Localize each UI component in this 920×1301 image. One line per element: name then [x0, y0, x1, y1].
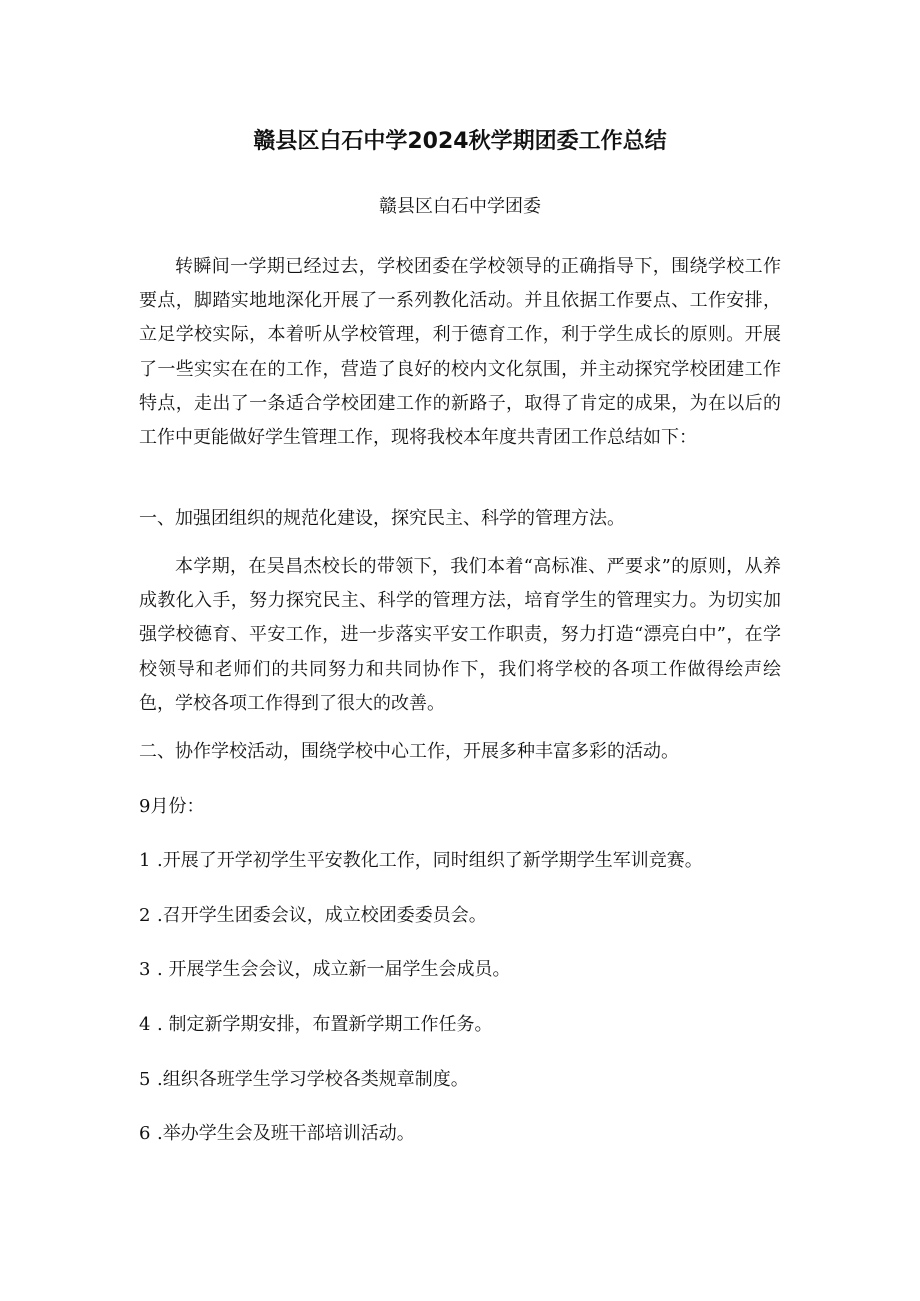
list-item [139, 956, 789, 984]
list-item-number: 1 [139, 850, 151, 871]
section-2-heading: 二、协作学校活动，围绕学校中心工作，开展多种丰富多彩的活动。 [139, 741, 679, 762]
document-title: 赣县区白石中学2024秋学期团委工作总结 [253, 129, 667, 154]
month-label: 9月份： [139, 796, 205, 817]
list-item [139, 1120, 789, 1148]
list-item-number: 2 [139, 905, 151, 926]
intro-paragraph: 转瞬间一学期已经过去，学校团委在学校领导的正确指导下，围绕学校工作要点，脚踏实地地深化开展了一系列教化活动。并且依据工作要点、工作安排，立足学校实际，本着听从学校管理，利于德育工作，利于学生成长的原则。开展了一些实实在在的工作，营造了良好的校内文化氛围，并主动探究学校团建工作特点，走出了一条适合学校团建工作的新路子，取得了肯定的成果，为在以后的工作中更能做好学生管理工作，现将我校本年度共青团工作总结如下： [139, 256, 781, 449]
list-item-number: 6 [139, 1123, 151, 1144]
list-item-number: 4 [139, 1014, 151, 1035]
list-item-text: .开展了开学初学生平安教化工作，同时组织了新学期学生军训竞赛。 [157, 850, 703, 871]
list-item-number: 5 [139, 1069, 151, 1090]
list-item [139, 1011, 789, 1039]
section-1-paragraph: 本学期，在吴昌杰校长的带领下，我们本着“高标准、严要求”的原则，从养成教化入手，努力探究民主、科学的管理方法，培育学生的管理实力。为切实加强学校德育、平安工作，进一步落实平安工作职责，努力打造“漂亮白中”，在学校领导和老师们的共同努力和共同协作下，我们将学校的各项工作做得绘声绘色，学校各项工作得到了很大的改善。 [139, 556, 781, 714]
list-item [139, 1066, 789, 1094]
list-item-text: .组织各班学生学习学校各类规章制度。 [157, 1069, 469, 1090]
list-item-number: 3 [139, 959, 151, 980]
list-item-text: .召开学生团委会议，成立校团委委员会。 [157, 905, 487, 926]
list-item [139, 902, 789, 930]
list-item-text: . 开展学生会会议，成立新一届学生会成员。 [157, 959, 511, 980]
list-item [139, 847, 789, 875]
list-item-text: . 制定新学期安排，布置新学期工作任务。 [157, 1014, 493, 1035]
list-item-text: .举办学生会及班干部培训活动。 [157, 1123, 415, 1144]
document-author: 赣县区白石中学团委 [379, 196, 541, 217]
section-1-heading: 一、加强团组织的规范化建设，探究民主、科学的管理方法。 [139, 508, 625, 529]
